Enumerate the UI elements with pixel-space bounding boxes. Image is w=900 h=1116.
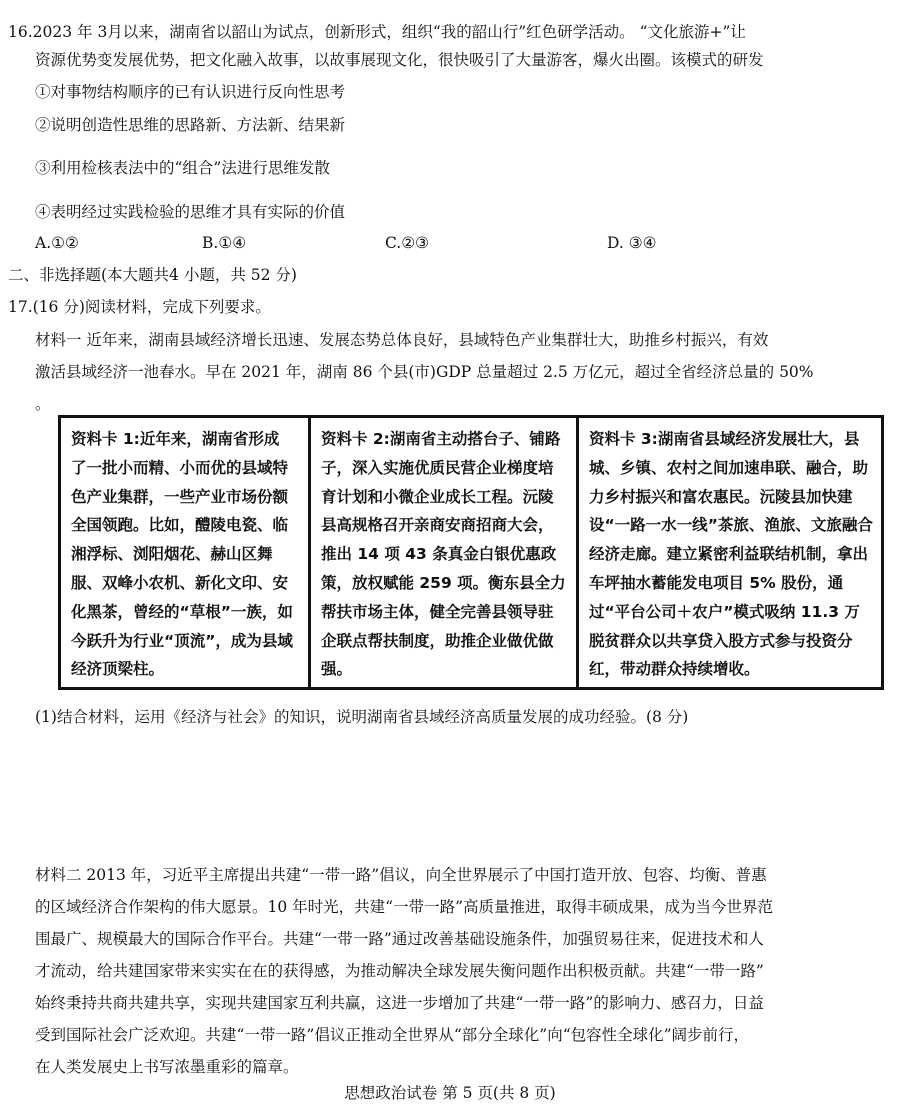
data-card-1-text: 资料卡 1:近年来，湖南省形成了一批小而精、小而优的县域特色产业集群，一些产业市场份额全国领跑。比如，醴陵电瓷、临湘浮标、浏阳烟花、赫山区舞服、双峰小农机、新化文印、安化黑茶，曾经的“草根”一族，如今跃升为行业“顶流”，成为县域经济顶梁柱。 — [71, 430, 293, 679]
q16-statement-2: ②说明创造性思维的思路新、方法新、结果新 — [35, 116, 346, 134]
material2-line-2: 的区域经济合作架构的伟大愿景。10 年时光，共建“一带一路”高质量推进，取得丰硕成果，成为当今世界范 — [35, 898, 774, 916]
q16-option-c: C.②③ — [385, 234, 430, 252]
q16-statement-4: ④表明经过实践检验的思维才具有实际的价值 — [35, 203, 346, 221]
material1-line-2: 激活县域经济一池春水。早在 2021 年，湖南 86 个县(市)GDP 总量超过 2.5 万亿元，超过全省经济总量的 50% — [35, 363, 814, 381]
q16-stem-line-1: 16.2023 年 3月以来，湖南省以韶山为试点，创新形式，组织“我的韶山行”红色研学活动。 “文化旅游+”让 — [8, 23, 746, 41]
data-card-1 — [61, 418, 308, 687]
material2-line-5: 始终秉持共商共建共享，实现共建国家互利共赢，这进一步增加了共建“一带一路”的影响力、感召力，日益 — [35, 994, 764, 1012]
material2-line-4: 才流动，给共建国家带来实实在在的获得感，为推动解决全球发展失衡问题作出积极贡献。共建“一带一路” — [35, 962, 764, 980]
data-card-2-text: 资料卡 2:湖南省主动搭台子、铺路子，深入实施优质民营企业梯度培育计划和小微企业成长工程。沅陵县高规格召开亲商安商招商大会，推出 14 项 43 条真金白银优惠政策，放权赋能 259 项。衡东县全力帮扶市场主体，健全完善县领导驻企联点帮扶制度，助推企业做优做强。 — [321, 430, 566, 679]
q16-option-d: D. ③④ — [607, 234, 657, 252]
section-title: 二、非选择题(本大题共4 小题，共 52 分) — [8, 266, 297, 284]
data-card-2 — [308, 418, 576, 687]
material1-line-1: 材料一 近年来，湖南县域经济增长迅速、发展态势总体良好，县域特色产业集群壮大，助推乡村振兴，有效 — [35, 331, 769, 349]
q16-option-b: B.①④ — [202, 234, 247, 252]
q16-statement-3: ③利用检核表法中的“组合”法进行思维发散 — [35, 159, 330, 177]
q16-statement-1: ①对事物结构顺序的已有认识进行反向性思考 — [35, 83, 346, 101]
q16-stem-line-2: 资源优势变发展优势，把文化融入故事，以故事展现文化，很快吸引了大量游客，爆火出圈。该模式的研发 — [35, 51, 764, 69]
q17-stem: 17.(16 分)阅读材料，完成下列要求。 — [8, 298, 271, 316]
page-footer: 思想政治试卷 第 5 页(共 8 页) — [344, 1084, 556, 1102]
data-card-3-text: 资料卡 3:湖南省县域经济发展壮大，县城、乡镇、农村之间加速串联、融合，助力乡村振兴和富农惠民。沅陵县加快建设“一路一水一线”茶旅、渔旅、文旅融合经济走廊。建立紧密利益联结机制，拿出车坪抽水蓄能发电项目 5% 股份，通过“平台公司＋农户”模式吸纳 11.3 万脱贫群众以共享贷入股方式参与投资分红，带动群众持续增收。 — [589, 430, 873, 679]
material2-line-6: 受到国际社会广泛欢迎。共建“一带一路”倡议正推动全世界从“部分全球化”向“包容性全球化”阔步前行， — [35, 1026, 750, 1044]
material2-line-3: 围最广、规模最大的国际合作平台。共建“一带一路”通过改善基础设施条件，加强贸易往来，促进技术和人 — [35, 930, 764, 948]
material1-line-3: 。 — [35, 395, 51, 413]
material2-line-1: 材料二 2013 年，习近平主席提出共建“一带一路”倡议，向全世界展示了中国打造开放、包容、均衡、普惠 — [35, 866, 767, 884]
data-card-3 — [576, 418, 881, 687]
q16-option-a: A.①② — [35, 234, 79, 252]
material2-line-7: 在人类发展史上书写浓墨重彩的篇章。 — [35, 1058, 299, 1076]
data-card-table — [58, 415, 884, 690]
q17-sub-question-1: (1)结合材料，运用《经济与社会》的知识，说明湖南省县域经济高质量发展的成功经验。(8 分) — [35, 708, 689, 726]
